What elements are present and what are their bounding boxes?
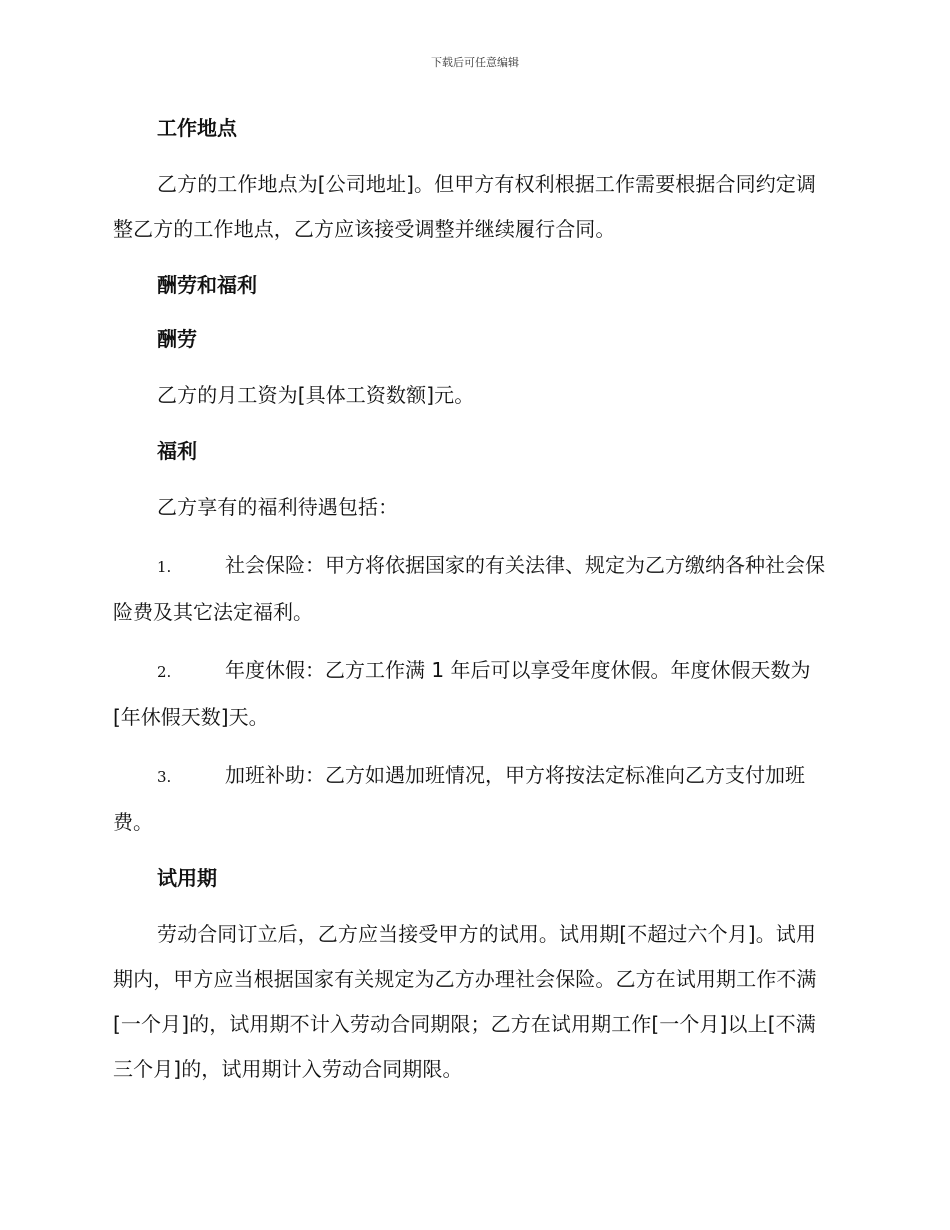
list-item-text: 加班补助：乙方如遇加班情况，甲方将按法定标准向乙方支付加班费。 <box>113 763 805 834</box>
section-heading-work-location: 工作地点 <box>157 116 237 140</box>
section-heading-compensation: 酬劳和福利 <box>157 273 257 297</box>
page-header-note: 下载后可任意编辑 <box>431 56 519 69</box>
list-item-number: 1. <box>157 558 172 576</box>
list-item-text: 社会保险：甲方将依据国家的有关法律、规定为乙方缴纳各种社会保险费及其它法定福利。 <box>113 553 825 624</box>
document-body <box>113 108 835 1092</box>
list-item-text: 年度休假：乙方工作满 1 年后可以享受年度休假。年度休假天数为[年休假天数]天。 <box>113 658 811 729</box>
subheading-pay: 酬劳 <box>157 327 197 351</box>
list-item <box>113 543 835 635</box>
list-item <box>113 753 835 845</box>
list-item-number: 3. <box>157 768 172 786</box>
subheading-benefits: 福利 <box>157 439 197 463</box>
probation-paragraph: 劳动合同订立后，乙方应当接受甲方的试用。试用期[不超过六个月]。试用期内，甲方应当根据国家有关规定为乙方办理社会保险。乙方在试用期工作不满[一个月]的，试用期不计入劳动合同期限；乙方在试用期工作[一个月]以上[不满三个月]的，试用期计入劳动合同期限。 <box>113 922 817 1081</box>
benefits-intro: 乙方享有的福利待遇包括： <box>157 495 399 519</box>
list-item <box>113 648 835 740</box>
list-item-number: 2. <box>157 663 172 681</box>
pay-paragraph: 乙方的月工资为[具体工资数额]元。 <box>157 383 475 407</box>
section-heading-probation: 试用期 <box>157 866 217 890</box>
work-location-paragraph: 乙方的工作地点为[公司地址]。但甲方有权利根据工作需要根据合同约定调整乙方的工作地点，乙方应该接受调整并继续履行合同。 <box>113 172 817 241</box>
